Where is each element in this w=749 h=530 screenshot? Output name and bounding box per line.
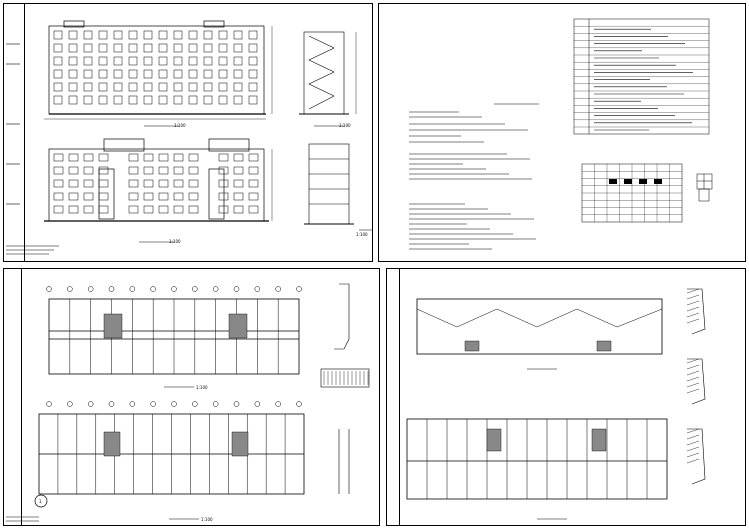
side-elevation-scale: 1:100	[356, 232, 368, 237]
elevations-drawing	[4, 4, 373, 262]
stair-core	[104, 314, 247, 338]
detail-marker-label: 1	[39, 499, 42, 504]
side-elevation	[304, 144, 354, 224]
detail-section	[321, 284, 369, 494]
rear-elevation-scale: 1:100	[169, 239, 181, 244]
wall-sections	[687, 289, 705, 484]
section-view	[299, 32, 349, 114]
typical-floor-plan	[407, 419, 667, 499]
ground-plan-scale: 1:100	[196, 385, 208, 390]
front-elevation	[49, 21, 266, 114]
plans-a-drawing	[4, 269, 380, 526]
notes-drawing	[379, 4, 746, 262]
roof-plan	[417, 299, 662, 354]
section-scale: 1:100	[339, 123, 351, 128]
sheet-design-notes	[378, 3, 746, 262]
plans-b-drawing	[387, 269, 746, 526]
roof-hatch	[465, 341, 611, 351]
sheet-elevations	[3, 3, 373, 262]
upper-plan-scale: 1:100	[201, 517, 213, 522]
front-elevation-scale: 1:100	[174, 123, 186, 128]
sheet-floor-plans-a	[3, 268, 380, 526]
sheet-floor-plans-b	[386, 268, 746, 526]
